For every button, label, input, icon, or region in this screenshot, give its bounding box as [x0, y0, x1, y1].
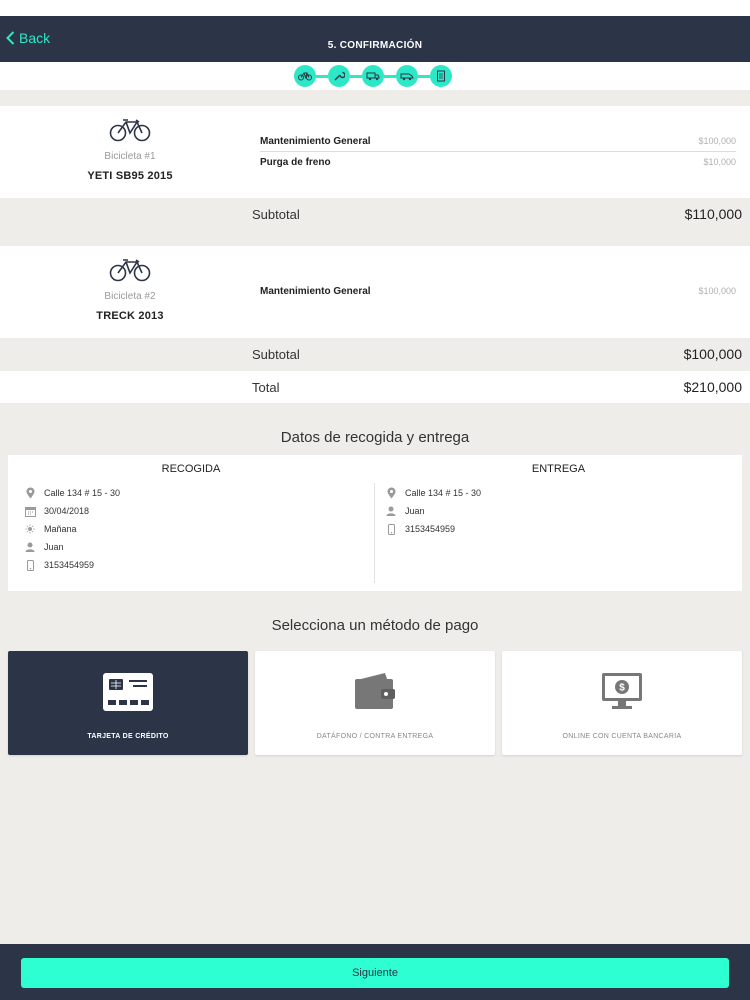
total-label: Total [252, 379, 280, 395]
payment-option-label: DATÁFONO / CONTRA ENTREGA [316, 733, 434, 740]
step-connector [350, 75, 362, 78]
navigation-bar [0, 16, 750, 62]
page-title: 5. CONFIRMACIÓN [327, 40, 423, 51]
van-icon [396, 65, 418, 87]
service-name: Purga de freno [260, 157, 331, 168]
service-price: $100,000 [698, 136, 736, 146]
dropoff-phone [385, 523, 455, 535]
dropoff-column [375, 455, 742, 591]
payment-option-label: ONLINE CON CUENTA BANCARIA [562, 733, 682, 740]
service-row [260, 136, 736, 147]
service-name: Mantenimiento General [260, 136, 371, 147]
receipt-icon [430, 65, 452, 87]
progress-steps [0, 62, 750, 90]
pickup-address [24, 487, 120, 499]
user-icon [24, 541, 36, 553]
status-bar [0, 0, 750, 16]
bike-icon [294, 65, 316, 87]
subtotal-value: $110,000 [684, 206, 742, 222]
payment-option-label: TARJETA DE CRÉDITO [87, 733, 169, 740]
service-price: $10,000 [703, 157, 736, 167]
service-row [260, 157, 736, 168]
dropoff-contact [385, 505, 425, 517]
total-row [0, 371, 750, 403]
dropoff-heading: ENTREGA [531, 463, 586, 475]
back-label: Back [19, 30, 51, 46]
total-value: $210,000 [683, 379, 742, 395]
service-name: Mantenimiento General [260, 286, 371, 297]
dropoff-address [385, 487, 481, 499]
pickup-name-text: Juan [44, 542, 64, 552]
subtotal-label: Subtotal [252, 206, 300, 222]
credit-card-icon [8, 673, 248, 711]
pickup-date-text: 30/04/2018 [44, 506, 90, 516]
phone-icon [385, 523, 397, 535]
footer-bar [0, 944, 750, 1000]
bike-number: Bicicleta #1 [104, 151, 156, 162]
subtotal-label: Subtotal [252, 346, 300, 362]
delivery-section-title: Datos de recogida y entrega [280, 429, 470, 446]
step-connector [418, 75, 430, 78]
payment-option-online-bank[interactable] [502, 651, 742, 755]
payment-option-credit-card[interactable] [8, 651, 248, 755]
dropoff-phone-text: 3153454959 [405, 524, 456, 534]
step-connector [316, 75, 328, 78]
subtotal-row [0, 198, 750, 230]
payment-section-title: Selecciona un método de pago [271, 617, 479, 634]
subtotal-value: $100,000 [683, 346, 742, 362]
bike-card [0, 106, 750, 198]
bike-name: YETI SB95 2015 [87, 170, 173, 182]
pickup-phone-text: 3153454959 [44, 560, 95, 570]
pickup-contact [24, 541, 64, 553]
pickup-heading: RECOGIDA [161, 463, 221, 475]
next-button[interactable]: Siguiente [21, 958, 729, 988]
pickup-date [24, 505, 89, 517]
bike-card [0, 246, 750, 338]
pickup-column [8, 455, 374, 591]
pickup-address-text: Calle 134 # 15 - 30 [44, 488, 121, 498]
location-pin-icon [385, 487, 397, 499]
dropoff-address-text: Calle 134 # 15 - 30 [405, 488, 482, 498]
pickup-phone [24, 559, 94, 571]
svg-text:$: $ [619, 682, 625, 694]
delivery-details [8, 455, 742, 591]
payment-option-dataphone[interactable] [255, 651, 495, 755]
user-icon [385, 505, 397, 517]
service-price: $100,000 [698, 286, 736, 296]
service-row [260, 286, 736, 297]
calendar-icon [24, 505, 36, 517]
bike-name: TRECK 2013 [96, 310, 164, 322]
sun-icon [24, 523, 36, 535]
bike-number: Bicicleta #2 [104, 291, 156, 302]
bike-icon [109, 118, 151, 142]
pickup-time [24, 523, 77, 535]
subtotal-row [0, 338, 750, 370]
location-pin-icon [24, 487, 36, 499]
bike-icon [109, 258, 151, 282]
wrench-icon [328, 65, 350, 87]
phone-icon [24, 559, 36, 571]
monitor-dollar-icon [502, 673, 742, 711]
step-connector [384, 75, 396, 78]
wallet-icon [255, 673, 495, 709]
pickup-time-text: Mañana [44, 524, 77, 534]
dropoff-name-text: Juan [405, 506, 425, 516]
truck-icon [362, 65, 384, 87]
divider [260, 151, 736, 152]
